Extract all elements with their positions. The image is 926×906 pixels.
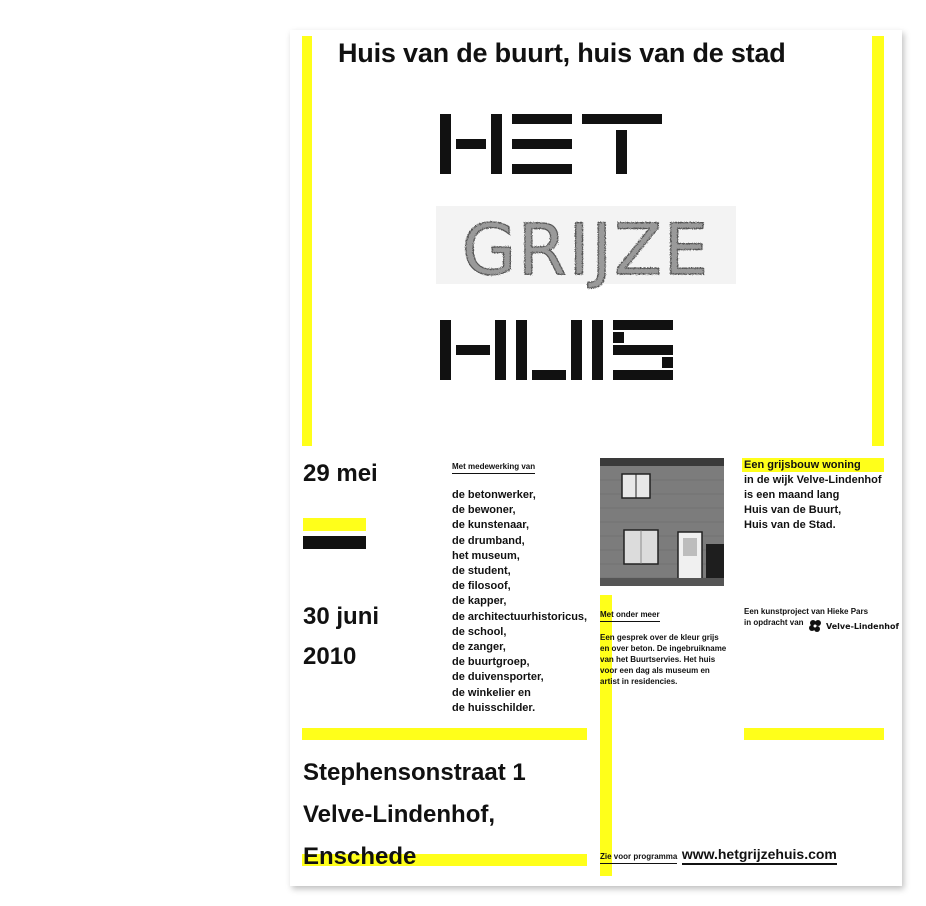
- list-item: de school,: [452, 625, 507, 638]
- logo-grijze: [436, 206, 736, 291]
- logo-het: [440, 114, 662, 174]
- date-start: 29 mei: [303, 460, 378, 487]
- frame-right-yellow: [872, 36, 884, 446]
- list-item: de betonwerker,: [452, 489, 536, 501]
- list-item: het museum,: [452, 549, 520, 562]
- list-item: de huisschilder.: [452, 701, 536, 714]
- list-item: de buurtgroep,: [452, 656, 530, 669]
- website-link[interactable]: www.hetgrijzehuis.com: [682, 846, 837, 865]
- address-line: Enschede: [303, 843, 417, 870]
- program-header: Zie voor programma: [600, 852, 677, 864]
- more-line: voor een dag als museum en: [600, 666, 710, 675]
- intro-text: [744, 458, 882, 533]
- list-item: de duivensporter,: [452, 671, 544, 684]
- address-block: [303, 752, 526, 878]
- intro-line: Huis van de Buurt,: [744, 504, 842, 516]
- project-credit: [744, 606, 899, 631]
- more-text: [600, 632, 726, 687]
- divider-yellow-left: [302, 728, 587, 740]
- list-item: de student,: [452, 565, 511, 578]
- velve-lindenhof-logo-icon: [808, 619, 824, 633]
- address-line: Velve-Lindenhof,: [303, 801, 496, 828]
- dash-black: [303, 536, 366, 549]
- project-line1: Een kunstproject van Hieke Pars: [744, 607, 869, 616]
- logo-grijze-text: GRIJZE: [461, 209, 711, 291]
- more-line: Een gesprek over de kleur grijs: [600, 633, 719, 642]
- list-item: de kapper,: [452, 595, 507, 608]
- divider-yellow-right: [744, 728, 884, 740]
- list-item: de kunstenaar,: [452, 519, 530, 532]
- house-photo: [600, 458, 724, 586]
- cooperation-block: [452, 456, 587, 716]
- partner-logo: [808, 619, 899, 633]
- date-end-day: 30 juni: [303, 603, 380, 630]
- logo-huis: [440, 320, 673, 380]
- list-item: de zanger,: [452, 641, 506, 654]
- list-item: de filosoof,: [452, 580, 511, 593]
- het-grijze-huis-logo: [436, 110, 736, 390]
- more-block: [600, 604, 726, 687]
- list-item: de winkelier en: [452, 686, 531, 699]
- intro-line: is een maand lang: [744, 489, 840, 501]
- cooperation-header: Met medewerking van: [452, 462, 535, 474]
- date-year: 2010: [303, 643, 357, 670]
- cooperation-list: [452, 488, 587, 716]
- poster: [290, 30, 902, 886]
- more-header: Met onder meer: [600, 610, 660, 622]
- dash-yellow: [303, 518, 366, 531]
- list-item: de bewoner,: [452, 504, 516, 517]
- more-line: artist in residencies.: [600, 677, 678, 686]
- project-line2-row: [744, 617, 899, 631]
- frame-left-yellow: [302, 36, 312, 446]
- list-item: de drumband,: [452, 534, 525, 547]
- partner-name: Velve-Lindenhof: [826, 621, 899, 631]
- intro-line: Een grijsbouw woning: [744, 459, 861, 471]
- list-item: de architectuurhistoricus,: [452, 610, 588, 623]
- more-line: en over beton. De ingebruikname: [600, 644, 727, 653]
- project-line2: in opdracht van: [744, 618, 804, 627]
- intro-line: in de wijk Velve-Lindenhof: [744, 474, 882, 486]
- headline: Huis van de buurt, huis van de stad: [338, 38, 786, 68]
- more-line: van het Buurtservies. Het huis: [600, 655, 716, 664]
- address-line: Stephensonstraat 1: [303, 759, 526, 786]
- program-block: [600, 840, 837, 865]
- intro-line: Huis van de Stad.: [744, 519, 836, 531]
